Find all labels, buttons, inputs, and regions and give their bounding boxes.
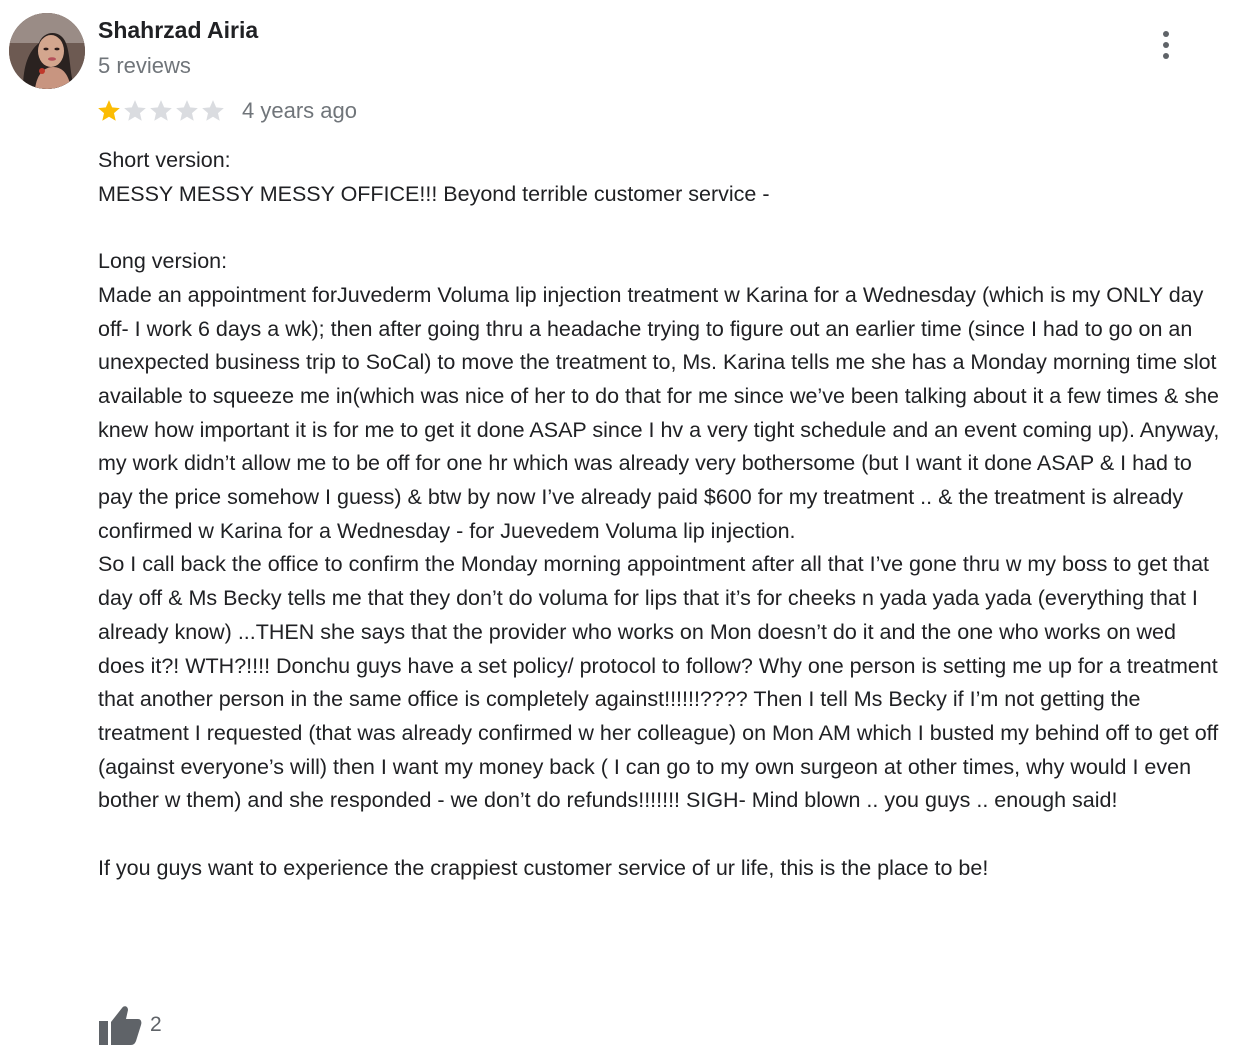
paragraph-gap — [98, 818, 1228, 852]
star-icon — [200, 98, 226, 124]
review-paragraph: So I call back the office to confirm the Monday morning appointment after all that I’ve gone thru w my boss to get that day off & Ms Becky tells me that they don’t do voluma for lips that it’s for cheeks n yada yada yada (everything that I already know) ...THEN she says that the provider who works on Mon doesn’t do it and the one who works on wed does it?! WTH?!!!! Donchu guys have a set policy/ protocol to follow? Why one person is setting me up for a treatment that another person in the same office is completely against!!!!!!???? Then I tell Ms Becky if I’m not getting the treatment I requested (that was already confirmed w her colleague) on Mon AM which I busted my behind off to get off (against everyone’s will) then I want my money back ( I can go to my own surgeon at other times, why would I even bother w them) and she responded - we don’t do refunds!!!!!!! SIGH- Mind blown .. you guys .. enough said! — [98, 552, 1219, 813]
star-icon — [122, 98, 148, 124]
star-rating — [96, 96, 226, 126]
review-paragraph: Long version: — [98, 249, 228, 274]
more-vert-icon[interactable] — [1152, 28, 1180, 62]
like-button[interactable] — [98, 1004, 162, 1046]
review-text — [98, 144, 1228, 885]
avatar[interactable] — [9, 13, 85, 89]
author-review-count: 5 reviews — [98, 53, 191, 78]
thumb-up-icon — [98, 1005, 142, 1045]
author-name[interactable]: Shahrzad Airia — [98, 17, 259, 43]
like-count: 2 — [150, 1013, 162, 1036]
review-paragraph: If you guys want to experience the crappiest customer service of ur life, this is the place to be! — [98, 855, 989, 880]
review-date: 4 years ago — [242, 98, 357, 123]
star-icon — [174, 98, 200, 124]
star-icon — [148, 98, 174, 124]
avatar-image — [9, 13, 85, 89]
review-paragraph: MESSY MESSY MESSY OFFICE!!! Beyond terrible customer service - — [98, 181, 770, 206]
star-icon — [96, 98, 122, 124]
review-paragraph: Made an appointment forJuvederm Voluma lip injection treatment w Karina for a Wednesday (which is my ONLY day off- I work 6 days a wk); then after going thru a headache trying to figure out an earlier time (since I had to go on an unexpected business trip to SoCal) to move the treatment to, Ms. Karina tells me she has a Monday morning time slot available to squeeze me in(which was nice of her to do that for me since we’ve been talking about it a few times & she knew how important it is for me to get it done ASAP since I hv a very tight schedule and an event coming up). Anyway, my work didn’t allow me to be off for one hr which was already very bothersome (but I want it done ASAP & I had to pay the price somehow I guess) & btw by now I’ve already paid $600 for my treatment .. & the treatment is already confirmed w Karina for a Wednesday - for Juevedem Voluma lip injection. — [98, 282, 1220, 543]
paragraph-gap — [98, 211, 1228, 245]
review-paragraph: Short version: — [98, 148, 231, 172]
